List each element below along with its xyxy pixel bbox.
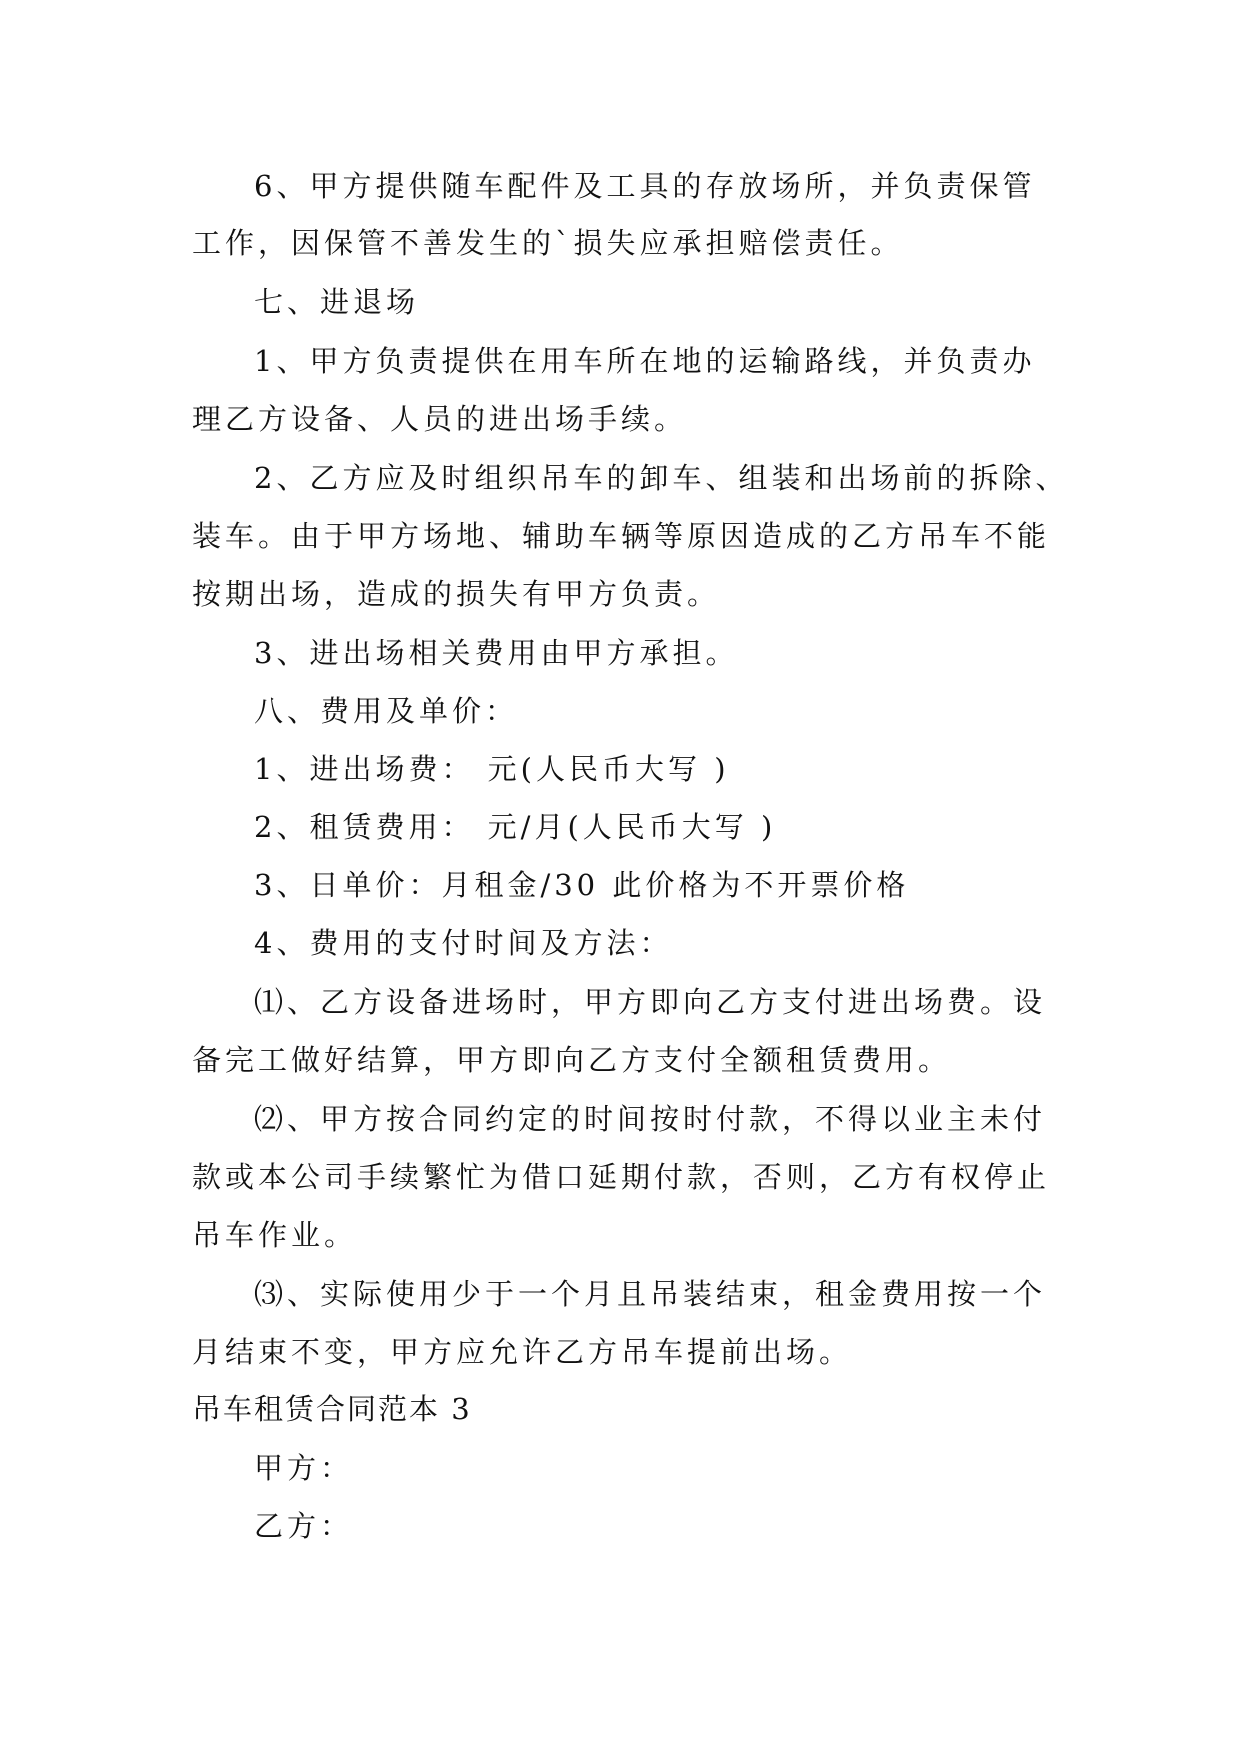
paragraph-line: 2、租赁费用： 元/月(人民币大写 ) [254,810,777,844]
paragraph-line: 吊车作业。 [192,1218,358,1252]
paragraph-line: 3、日单价：月租金/30 此价格为不开票价格 [254,868,910,902]
paragraph-line: 6、甲方提供随车配件及工具的存放场所，并负责保管 [254,169,1036,203]
paragraph-line: 理乙方设备、人员的进出场手续。 [192,402,688,436]
section-heading: 七、进退场 [254,285,420,319]
paragraph-line: 备完工做好结算，甲方即向乙方支付全额租赁费用。 [192,1043,952,1077]
paragraph-line: 按期出场，造成的损失有甲方负责。 [192,577,721,611]
paragraph-line: 2、乙方应及时组织吊车的卸车、组装和出场前的拆除、 [254,461,1069,495]
paragraph-line: 工作，因保管不善发生的`损失应承担赔偿责任。 [192,226,904,260]
paragraph-line: 1、进出场费： 元(人民币大写 ) [254,752,730,786]
paragraph-line: 月结束不变，甲方应允许乙方吊车提前出场。 [192,1335,853,1369]
paragraph-line: ⑵、甲方按合同约定的时间按时付款，不得以业主未付 [254,1102,1047,1136]
paragraph-line: ⑴、乙方设备进场时，甲方即向乙方支付进出场费。设 [254,985,1047,1019]
party-a-label: 甲方： [254,1451,354,1485]
section-heading: 八、费用及单价： [254,694,519,728]
party-b-label: 乙方： [254,1509,354,1543]
paragraph-line: 装车。由于甲方场地、辅助车辆等原因造成的乙方吊车不能 [192,519,1051,553]
document-title: 吊车租赁合同范本 3 [192,1392,472,1426]
paragraph-line: ⑶、实际使用少于一个月且吊装结束，租金费用按一个 [254,1277,1047,1311]
paragraph-line: 3、进出场相关费用由甲方承担。 [254,636,739,670]
paragraph-line: 4、费用的支付时间及方法： [254,926,673,960]
paragraph-line: 1、甲方负责提供在用车所在地的运输路线，并负责办 [254,344,1036,378]
paragraph-line: 款或本公司手续繁忙为借口延期付款，否则，乙方有权停止 [192,1160,1051,1194]
